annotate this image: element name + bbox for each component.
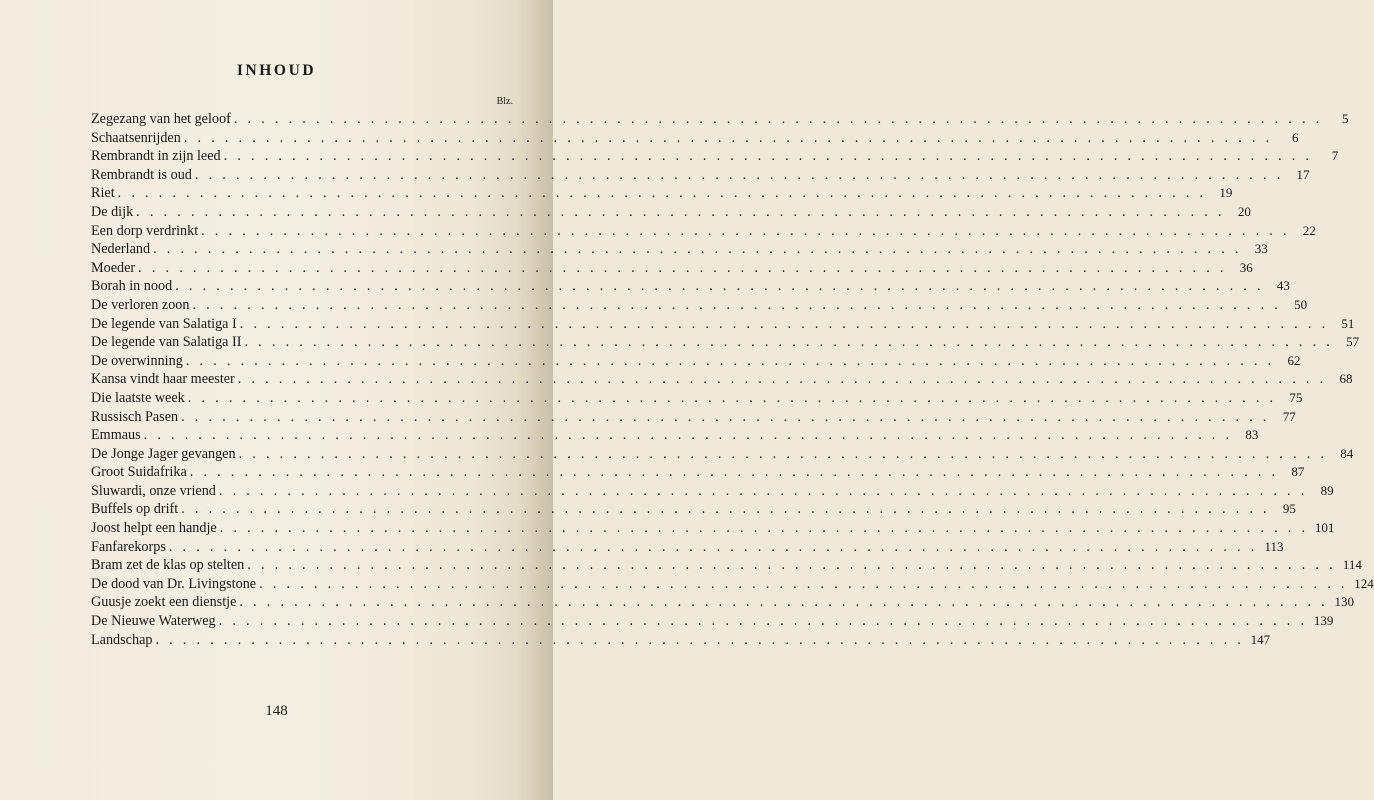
toc-entry-page: 33 xyxy=(1254,241,1268,257)
toc-entry-title: De Jonge Jager gevangen xyxy=(91,445,236,462)
toc-entry xyxy=(91,352,1301,372)
toc-entry-title: Russisch Pasen xyxy=(91,408,179,425)
toc-entry-title: De legende van Salatiga II xyxy=(91,334,242,351)
toc-entry-title: Buffels op drift xyxy=(91,501,179,518)
toc-entry-page: 6 xyxy=(1291,129,1299,145)
toc-entry xyxy=(91,129,1299,149)
toc-entry xyxy=(91,148,1339,167)
toc-entry xyxy=(91,575,1374,595)
toc-entry xyxy=(91,315,1355,335)
dot-leader: . . . . . . . . . . . . . . . . . . . . . . . . . . . . . . . . . . . . . . . . . . . . . . . . . . . . . . . . . . . . . . . . . . . . . . . . . . . . . . . . xyxy=(223,148,1313,165)
toc-entry-page: 57 xyxy=(1346,334,1360,350)
dot-leader: . . . . . . . . . . . . . . . . . . . . . . . . . . . . . . . . . . . . . . . . . . . . . . . . . . . . . . . . . . . . . . . . . . . . . . . . . . . . . . . . xyxy=(259,575,1348,592)
toc-entry xyxy=(91,111,1349,130)
toc-entry-title: Die laatste week xyxy=(91,389,185,406)
toc-entry xyxy=(91,203,1251,223)
toc-entry xyxy=(91,371,1353,390)
dot-leader: . . . . . . . . . . . . . . . . . . . . . . . . . . . . . . . . . . . . . . . . . . . . . . . . . . . . . . . . . . . . . . . . . . . . . . . . . . . . . . . . xyxy=(183,129,1273,146)
toc-entry-page: 113 xyxy=(1264,538,1284,554)
toc-entry-page: 62 xyxy=(1287,352,1301,368)
dot-leader: . . . . . . . . . . . . . . . . . . . . . . . . . . . . . . . . . . . . . . . . . . . . . . . . . . . . . . . . . . . . . . . . . . . . . . . . . . . . . . . . xyxy=(244,334,1334,351)
toc-entry xyxy=(91,482,1334,502)
toc-entry-title: De verloren zoon xyxy=(91,296,190,313)
toc-entry-title: Groot Suidafrika xyxy=(91,464,187,481)
toc-entry xyxy=(91,520,1335,539)
toc-entry xyxy=(91,241,1268,260)
page-title: INHOUD xyxy=(236,62,317,79)
dot-leader: . . . . . . . . . . . . . . . . . . . . . . . . . . . . . . . . . . . . . . . . . . . . . . . . . . . . . . . . . . . . . . . . . . . . . . . . . . . . . . . . xyxy=(218,482,1308,499)
dot-leader: . . . . . . . . . . . . . . . . . . . . . . . . . . . . . . . . . . . . . . . . . . . . . . . . . . . . . . . . . . . . . . . . . . . . . . . . . . . . . . . . xyxy=(181,408,1270,425)
page-column-label: Blz. xyxy=(496,96,513,107)
toc-entry xyxy=(91,613,1334,632)
table-of-contents xyxy=(91,111,1374,650)
toc-entry xyxy=(91,427,1259,446)
toc-entry-page: 75 xyxy=(1289,389,1303,405)
dot-leader: . . . . . . . . . . . . . . . . . . . . . . . . . . . . . . . . . . . . . . . . . . . . . . . . . . . . . . . . . . . . . . . . . . . . . . . . . . . . . . . . xyxy=(187,389,1277,406)
toc-entry-page: 20 xyxy=(1237,203,1251,219)
toc-entry xyxy=(91,464,1305,483)
toc-entry-page: 84 xyxy=(1340,445,1354,461)
toc-entry-page: 124 xyxy=(1354,575,1374,591)
toc-entry-page: 139 xyxy=(1313,613,1334,629)
toc-entry xyxy=(91,538,1284,558)
toc-entry xyxy=(91,501,1296,520)
dot-leader: . . . . . . . . . . . . . . . . . . . . . . . . . . . . . . . . . . . . . . . . . . . . . . . . . . . . . . . . . . . . . . . . . . . . . . . . . . . . . . . . xyxy=(117,185,1207,202)
toc-entry-page: 68 xyxy=(1339,371,1353,387)
toc-entry-title: De dood van Dr. Livingstone xyxy=(91,575,257,592)
toc-entry xyxy=(91,631,1271,651)
toc-entry-page: 36 xyxy=(1239,259,1253,275)
toc-entry-page: 147 xyxy=(1250,631,1271,647)
toc-entry-title: Schaatsenrijden xyxy=(91,129,181,146)
toc-entry-title: De Nieuwe Waterweg xyxy=(91,613,216,630)
toc-entry xyxy=(91,389,1303,409)
dot-leader: . . . . . . . . . . . . . . . . . . . . . . . . . . . . . . . . . . . . . . . . . . . . . . . . . . . . . . . . . . . . . . . . . . . . . . . . . . . . . . . . xyxy=(233,111,1323,127)
toc-entry-title: Bram zet de klas op stelten xyxy=(91,557,245,574)
toc-entry-title: Rembrandt is oud xyxy=(91,166,192,183)
toc-entry-title: De overwinning xyxy=(91,352,183,369)
toc-entry-page: 17 xyxy=(1296,166,1310,182)
toc-entry-page: 19 xyxy=(1219,185,1233,201)
dot-leader: . . . . . . . . . . . . . . . . . . . . . . . . . . . . . . . . . . . . . . . . . . . . . . . . . . . . . . . . . . . . . . . . . . . . . . . . . . . . . . . . xyxy=(238,445,1328,462)
toc-entry-page: 50 xyxy=(1294,296,1308,312)
page-number: 148 xyxy=(265,703,288,719)
dot-leader: . . . . . . . . . . . . . . . . . . . . . . . . . . . . . . . . . . . . . . . . . . . . . . . . . . . . . . . . . . . . . . . . . . . . . . . . . . . . . . . . xyxy=(143,427,1233,444)
toc-entry-title: Nederland xyxy=(91,241,151,258)
toc-entry-page: 87 xyxy=(1291,464,1305,480)
toc-entry-title: Een dorp verdrinkt xyxy=(91,222,199,239)
dot-leader: . . . . . . . . . . . . . . . . . . . . . . . . . . . . . . . . . . . . . . . . . . . . . . . . . . . . . . . . . . . . . . . . . . . . . . . . . . . . . . . . xyxy=(168,538,1258,555)
toc-entry xyxy=(91,166,1310,186)
toc-entry-page: 130 xyxy=(1334,594,1355,610)
dot-leader: . . . . . . . . . . . . . . . . . . . . . . . . . . . . . . . . . . . . . . . . . . . . . . . . . . . . . . . . . . . . . . . . . . . . . . . . . . . . . . . . xyxy=(153,241,1242,258)
toc-entry-title: Joost helpt een handje xyxy=(91,520,217,537)
toc-entry-page: 95 xyxy=(1282,501,1296,517)
dot-leader: . . . . . . . . . . . . . . . . . . . . . . . . . . . . . . . . . . . . . . . . . . . . . . . . . . . . . . . . . . . . . . . . . . . . . . . . . . . . . . . . xyxy=(189,464,1279,481)
toc-entry xyxy=(91,278,1290,297)
dot-leader: . . . . . . . . . . . . . . . . . . . . . . . . . . . . . . . . . . . . . . . . . . . . . . . . . . . . . . . . . . . . . . . . . . . . . . . . . . . . . . . . xyxy=(175,278,1264,295)
toc-entry xyxy=(91,185,1233,204)
dot-leader: . . . . . . . . . . . . . . . . . . . . . . . . . . . . . . . . . . . . . . . . . . . . . . . . . . . . . . . . . . . . . . . . . . . . . . . . . . . . . . . . xyxy=(218,613,1308,630)
dot-leader: . . . . . . . . . . . . . . . . . . . . . . . . . . . . . . . . . . . . . . . . . . . . . . . . . . . . . . . . . . . . . . . . . . . . . . . . . . . . . . . . xyxy=(194,166,1284,183)
toc-entry xyxy=(91,334,1360,353)
toc-entry-page: 51 xyxy=(1341,315,1355,331)
toc-entry-title: Emmaus xyxy=(91,427,141,444)
toc-entry-page: 114 xyxy=(1342,557,1362,573)
dot-leader: . . . . . . . . . . . . . . . . . . . . . . . . . . . . . . . . . . . . . . . . . . . . . . . . . . . . . . . . . . . . . . . . . . . . . . . . . . . . . . . . xyxy=(136,203,1225,220)
dot-leader: . . . . . . . . . . . . . . . . . . . . . . . . . . . . . . . . . . . . . . . . . . . . . . . . . . . . . . . . . . . . . . . . . . . . . . . . . . . . . . . . xyxy=(185,352,1275,369)
toc-entry-title: Rembrandt in zijn leed xyxy=(91,148,221,165)
toc-entry-page: 43 xyxy=(1276,278,1290,294)
dot-leader: . . . . . . . . . . . . . . . . . . . . . . . . . . . . . . . . . . . . . . . . . . . . . . . . . . . . . . . . . . . . . . . . . . . . . . . . . . . . . . . . xyxy=(219,520,1309,537)
dot-leader: . . . . . . . . . . . . . . . . . . . . . . . . . . . . . . . . . . . . . . . . . . . . . . . . . . . . . . . . . . . . . . . . . . . . . . . . . . . . . . . . xyxy=(138,259,1227,276)
toc-entry xyxy=(91,259,1253,279)
toc-entry-page: 5 xyxy=(1342,111,1349,126)
dot-leader: . . . . . . . . . . . . . . . . . . . . . . . . . . . . . . . . . . . . . . . . . . . . . . . . . . . . . . . . . . . . . . . . . . . . . . . . . . . . . . . . xyxy=(247,557,1336,574)
toc-entry-page: 89 xyxy=(1320,482,1334,498)
toc-entry-page: 7 xyxy=(1331,148,1339,164)
dot-leader: . . . . . . . . . . . . . . . . . . . . . . . . . . . . . . . . . . . . . . . . . . . . . . . . . . . . . . . . . . . . . . . . . . . . . . . . . . . . . . . . xyxy=(239,594,1329,611)
toc-entry xyxy=(91,296,1308,316)
toc-entry-title: Guusje zoekt een dienstje xyxy=(91,594,237,611)
dot-leader: . . . . . . . . . . . . . . . . . . . . . . . . . . . . . . . . . . . . . . . . . . . . . . . . . . . . . . . . . . . . . . . . . . . . . . . . . . . . . . . . xyxy=(181,501,1270,518)
toc-entry-title: Zegezang van het geloof xyxy=(91,111,231,127)
toc-entry-title: Moeder xyxy=(91,259,136,276)
toc-entry-title: Fanfarekorps xyxy=(91,538,166,555)
dot-leader: . . . . . . . . . . . . . . . . . . . . . . . . . . . . . . . . . . . . . . . . . . . . . . . . . . . . . . . . . . . . . . . . . . . . . . . . . . . . . . . . xyxy=(201,222,1290,239)
toc-entry-title: Riet xyxy=(91,185,115,202)
toc-entry xyxy=(91,594,1355,613)
toc-entry-title: Sluwardi, onze vriend xyxy=(91,482,216,499)
toc-entry-title: Landschap xyxy=(91,631,153,648)
toc-entry xyxy=(91,557,1362,576)
toc-entry-page: 83 xyxy=(1245,427,1259,443)
dot-leader: . . . . . . . . . . . . . . . . . . . . . . . . . . . . . . . . . . . . . . . . . . . . . . . . . . . . . . . . . . . . . . . . . . . . . . . . . . . . . . . . xyxy=(239,315,1329,332)
toc-entry-title: Borah in nood xyxy=(91,278,173,295)
toc-entry-title: Kansa vindt haar meester xyxy=(91,371,235,388)
dot-leader: . . . . . . . . . . . . . . . . . . . . . . . . . . . . . . . . . . . . . . . . . . . . . . . . . . . . . . . . . . . . . . . . . . . . . . . . . . . . . . . . xyxy=(155,631,1245,648)
toc-entry-title: De dijk xyxy=(91,203,134,220)
toc-entry xyxy=(91,222,1316,242)
dot-leader: . . . . . . . . . . . . . . . . . . . . . . . . . . . . . . . . . . . . . . . . . . . . . . . . . . . . . . . . . . . . . . . . . . . . . . . . . . . . . . . . xyxy=(192,296,1282,313)
toc-entry xyxy=(91,408,1296,428)
toc-entry-title: De legende van Salatiga I xyxy=(91,315,237,332)
toc-entry-page: 101 xyxy=(1314,520,1335,536)
toc-entry-page: 22 xyxy=(1302,222,1316,238)
toc-entry xyxy=(91,445,1354,465)
dot-leader: . . . . . . . . . . . . . . . . . . . . . . . . . . . . . . . . . . . . . . . . . . . . . . . . . . . . . . . . . . . . . . . . . . . . . . . . . . . . . . . . xyxy=(237,371,1327,388)
toc-entry-page: 77 xyxy=(1282,408,1296,424)
